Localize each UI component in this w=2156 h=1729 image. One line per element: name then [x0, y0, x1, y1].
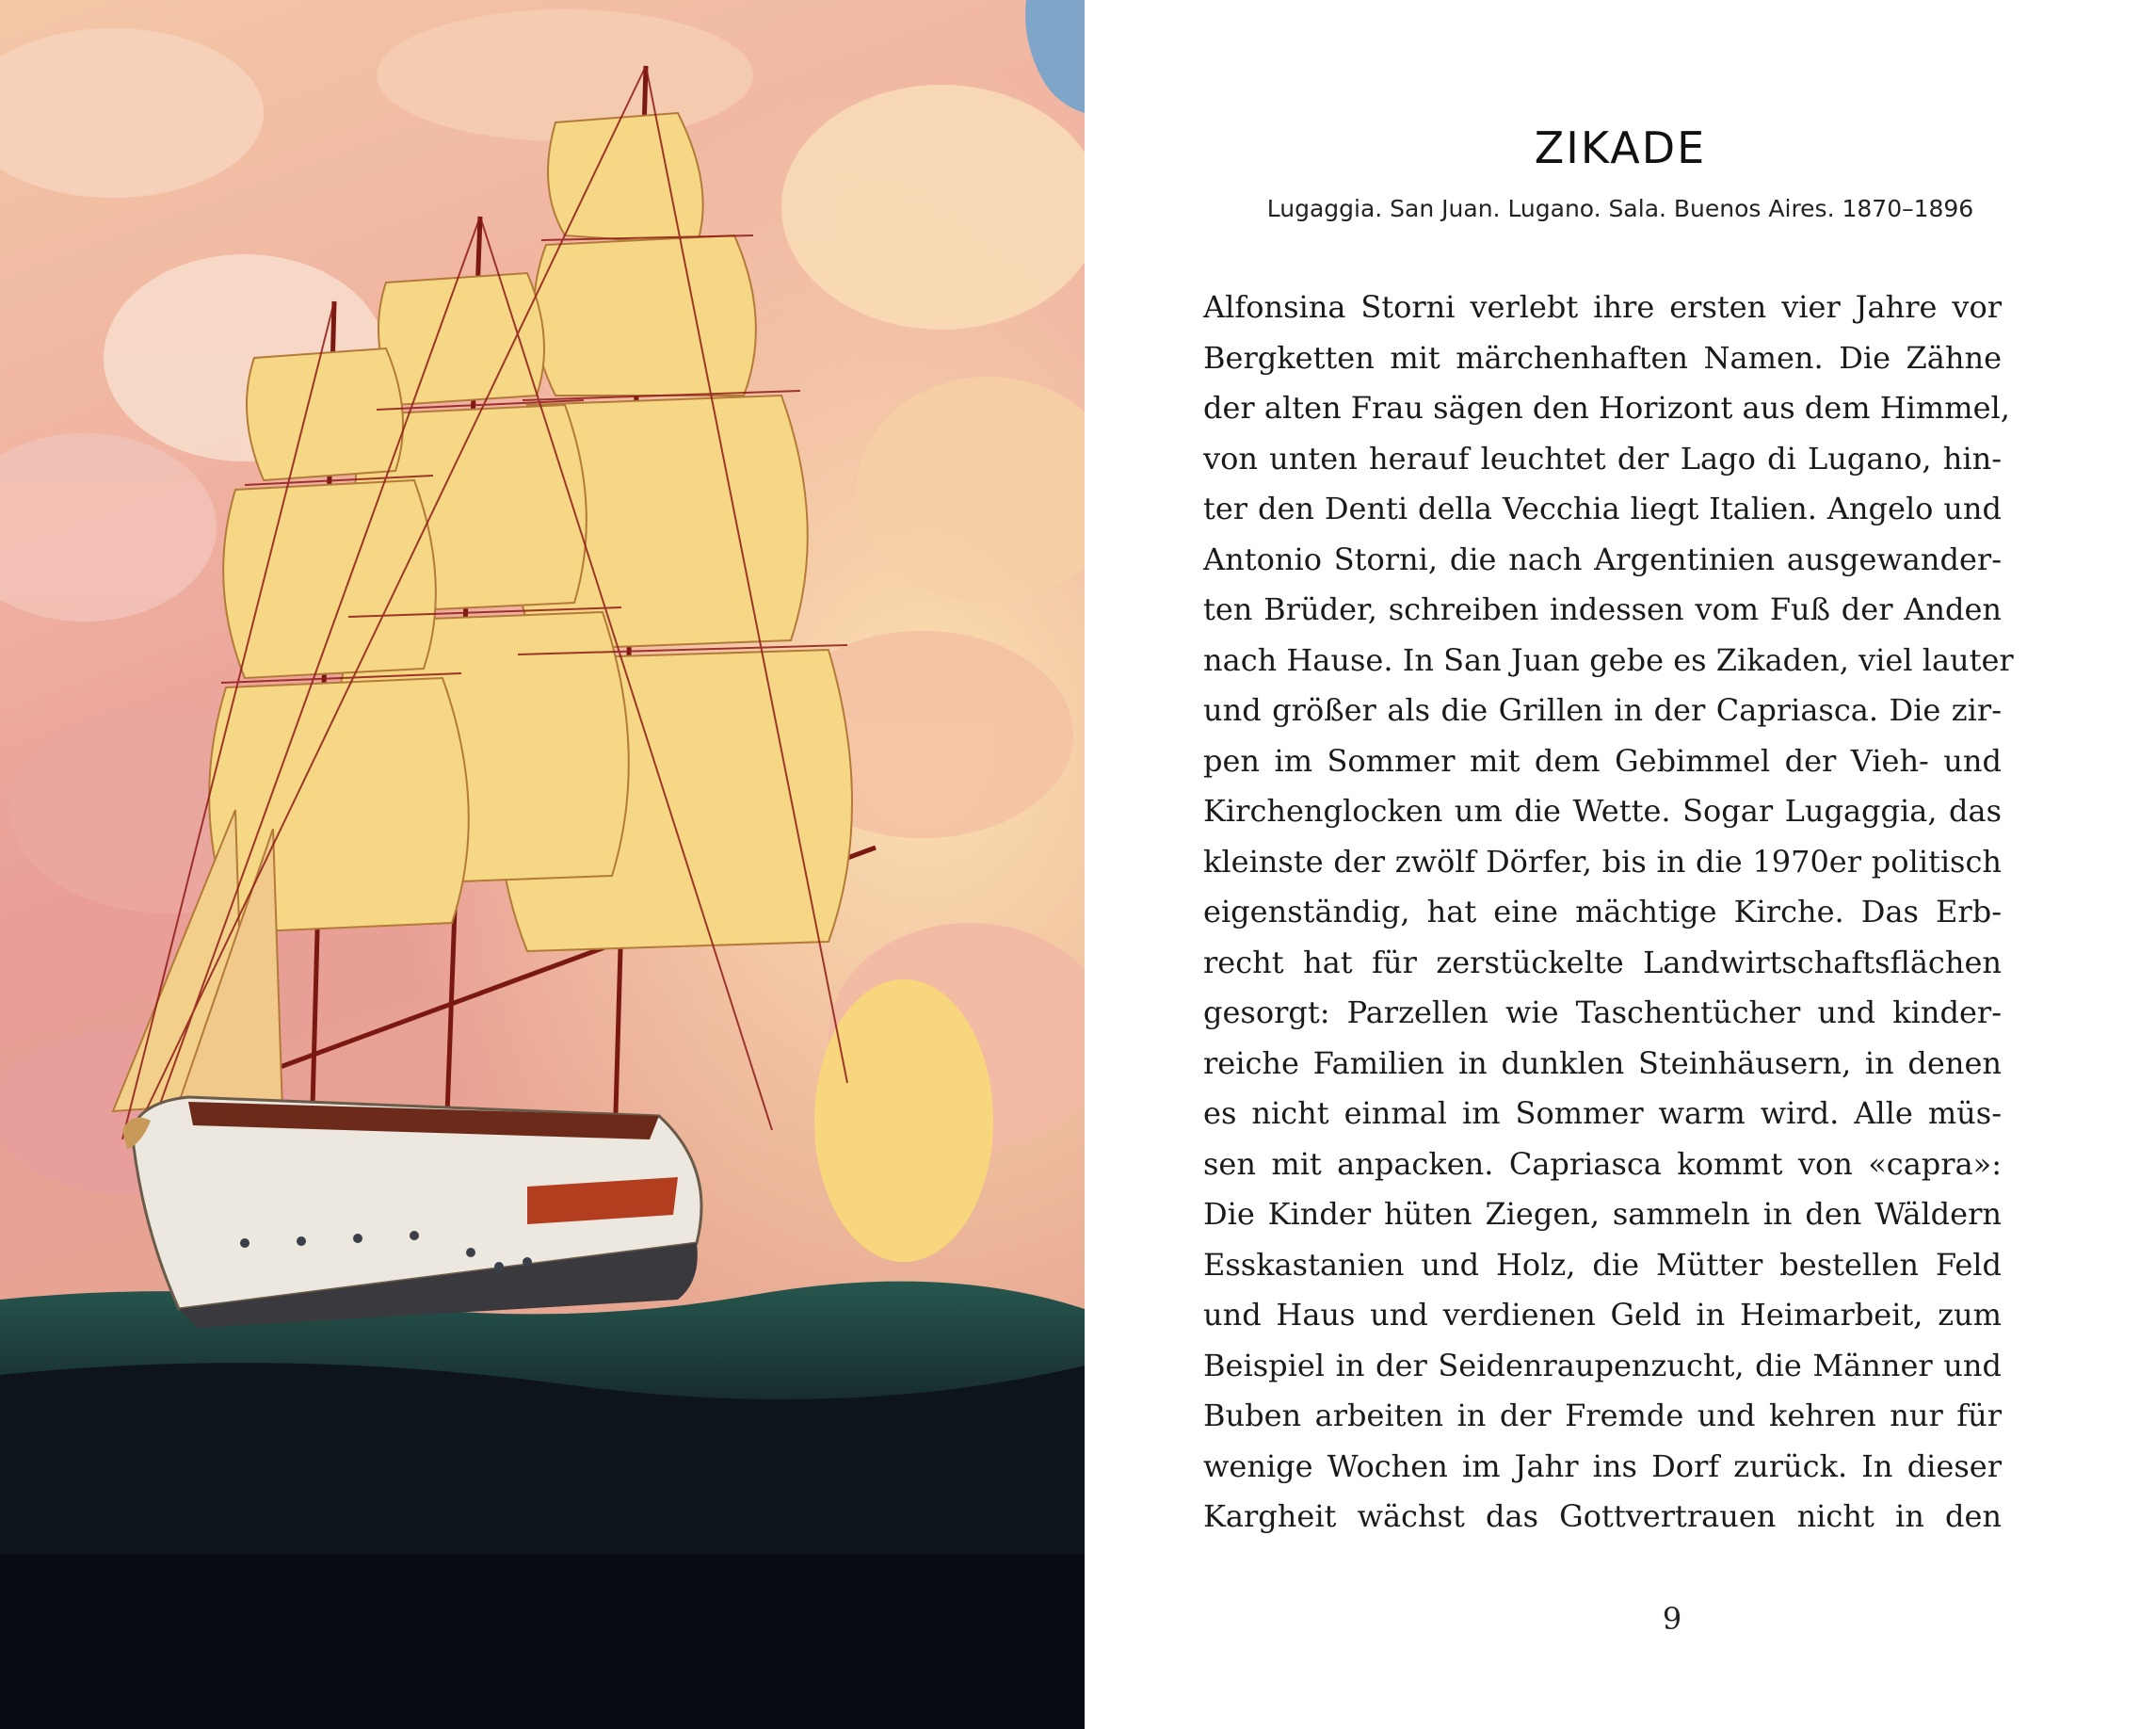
text-line: nach Hause. In San Juan gebe es Zikaden, viel lauter — [1203, 641, 2014, 678]
text-line: reiche Familien in dunklen Steinhäusern, in denen — [1203, 1044, 2002, 1081]
text-line: von unten herauf leuchtet der Lago di Lugano, hin- — [1203, 440, 2002, 477]
text-line: Bergketten mit märchenhaften Namen. Die Zähne — [1203, 339, 2002, 376]
chapter-title: ZIKADE — [1534, 122, 1707, 173]
ship-hull — [132, 1097, 701, 1328]
text-line: Beispiel in der Seidenraupenzucht, die Männer und — [1203, 1347, 2002, 1383]
text-line: Kirchenglocken um die Wette. Sogar Lugaggia, das — [1203, 793, 2002, 829]
body-paragraph — [1203, 283, 2014, 1543]
text-line: Alfonsina Storni verlebt ihre ersten vier Jahre vor — [1203, 289, 2002, 325]
text-line: Kargheit wächst das Gottvertrauen nicht in den — [1203, 1498, 2002, 1534]
text-line: der alten Frau sägen den Horizont aus dem Himmel, — [1203, 390, 2010, 426]
text-line: sen mit anpacken. Capriasca kommt von «capra»: — [1203, 1145, 2002, 1182]
text-line: wenige Wochen im Jahr ins Dorf zurück. In dieser — [1203, 1447, 2002, 1484]
text-page — [1085, 0, 2156, 1729]
text-line: und größer als die Grillen in der Capriasca. Die zir- — [1203, 692, 2002, 728]
text-line: recht hat für zerstückelte Landwirtschaftsflächen — [1203, 944, 2002, 980]
text-line: Die Kinder hüten Ziegen, sammeln in den Wäldern — [1203, 1196, 2002, 1232]
chapter-subtitle: Lugaggia. San Juan. Lugano. Sala. Buenos Aires. 1870–1896 — [1266, 195, 1974, 222]
spinnaker-sail — [814, 979, 993, 1262]
text-line: es nicht einmal im Sommer warm wird. Alle müs- — [1203, 1095, 2002, 1131]
text-line: und Haus und verdienen Geld in Heimarbeit, zum — [1203, 1297, 2002, 1333]
text-line: eigenständig, hat eine mächtige Kirche. Das Erb- — [1203, 894, 2002, 929]
text-line: Antonio Storni, die nach Argentinien ausgewander- — [1203, 541, 2002, 577]
text-line: Esskastanien und Holz, die Mütter bestellen Feld — [1203, 1246, 2002, 1283]
text-line: gesorgt: Parzellen wie Taschentücher und kinder- — [1203, 994, 2002, 1030]
text-line: ten Brüder, schreiben indessen vom Fuß der Anden — [1203, 591, 2002, 627]
text-line: kleinste der zwölf Dörfer, bis in die 1970er politisch — [1203, 843, 2002, 880]
text-line: pen im Sommer mit dem Gebimmel der Vieh- und — [1203, 742, 2002, 779]
text-line: Buben arbeiten in der Fremde und kehren nur für — [1203, 1398, 2002, 1433]
text-line: ter den Denti della Vecchia liegt Italien. Angelo und — [1203, 491, 2002, 526]
page-number: 9 — [1662, 1601, 1682, 1637]
